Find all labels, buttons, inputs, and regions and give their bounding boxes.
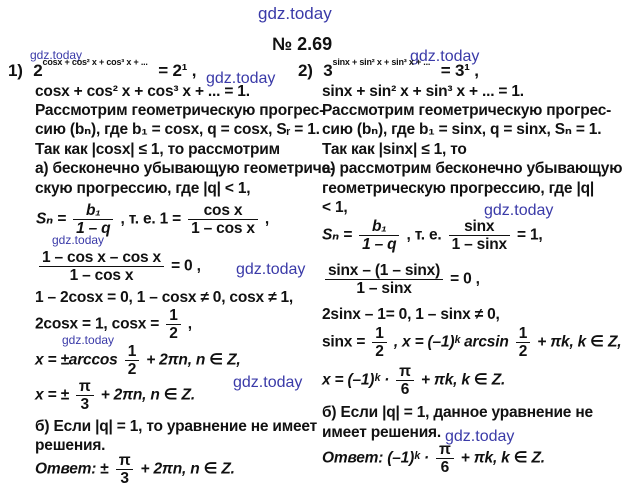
left-line-11: 2cosx = 1, cosx = $\frac{1}{2}$ , [35,307,192,342]
left-line-13: x = ± $\frac{\pi}{3}$ + 2πn, n ∈ Z. [35,378,195,413]
left-line-7: скую прогрессию, где |q| < 1, [35,180,251,197]
right-answer: Ответ: (–1)ᵏ · $\frac{\pi}{6}$ + πk, k ∈ Z. [322,441,545,476]
right-line-6: а) рассмотрим бесконечно убывающую [322,160,622,177]
right-line-2: sinx + sin² x + sin³ x + ... = 1. [322,83,524,100]
right-line-3: Рассмотрим геометрическую прогрес- [322,102,612,119]
left-line-3: Рассмотрим геометрическую прогрес- [35,102,325,119]
left-line-4: сию (bₙ), где b₁ = cosx, q = cosx, Sᵣ = 1. [35,121,320,138]
watermark: gdz.today [206,70,276,87]
left-line-6: а) бесконечно убывающую геометриче- [35,160,335,177]
right-line-8: < 1, [322,199,348,216]
right-line-5: Так как |sinx| ≤ 1, то [322,141,467,158]
right-line-14: б) Если |q| = 1, данное уравнение не [322,404,593,421]
left-line-15: решения. [35,437,106,454]
right-line-10: $\frac{\sin x - (1 - \sin x)}{1 - \sin x}$ = 0 , [322,262,480,297]
watermark: gdz.today [52,233,105,247]
watermark: gdz.today [410,48,480,65]
left-line-12: x = ±arccos $\frac{1}{2}$ + 2πn, n ∈ Z, [35,343,241,378]
right-line-4: сию (bₙ), где b₁ = sinx, q = sinx, Sₙ = 1. [322,121,602,138]
watermark: gdz.today [233,374,303,391]
left-line-2: cosx + cos² x + cos³ x + ... = 1. [35,83,250,100]
watermark: gdz.today [445,428,515,445]
problem-title: № 2.69 [272,34,333,54]
watermark: gdz.today [62,333,115,347]
watermark: gdz.today [236,261,306,278]
right-line-9: Sₙ = $\frac{\text{b₁}}{1 - q}$ , т. е. $\frac{\sin x}{1 - \sin x}$ = 1, [322,218,543,253]
right-line-7: геометрическую прогрессию, где |q| [322,180,594,197]
left-line-1: 1) $2^{cosx + cos^2 x + cos^3 x + ...} = 2^1$ , [8,57,197,80]
watermark: gdz.today [30,48,83,62]
left-line-8: Sₙ = $\frac{\text{b₁}}{1 - q}$ , т. е. 1 = $\frac{\text{cos x}}{\text{1 – cos x}}$ , [36,202,270,237]
right-line-11: 2sinx – 1= 0, 1 – sinx ≠ 0, [322,306,500,323]
left-line-10: 1 – 2cosx = 0, 1 – cosx ≠ 0, cosx ≠ 1, [35,289,294,306]
right-line-13: x = (–1)ᵏ · $\frac{\pi}{6}$ + πk, k ∈ Z. [322,363,506,398]
left-line-14: б) Если |q| = 1, то уравнение не имеет [35,418,318,435]
right-line-1: 2) $3^{sinx + sin^2 x + sin^3 x + ...} = 3^1$ , [298,57,479,80]
left-line-9: $\frac{\text{1 – cos x – cos x}}{\text{1 – cos x}}$ = 0 , [36,249,201,284]
right-line-12: sinx = $\frac{1}{2}$ , x = (–1)ᵏ arcsin $\frac{1}{2}$ + πk, k ∈ Z, [322,325,622,360]
left-line-5: Так как |cosx| ≤ 1, то рассмотрим [35,141,280,158]
watermark-top: gdz.today [258,4,332,23]
left-answer: Ответ: ± $\frac{\pi}{3}$ + 2πn, n ∈ Z. [35,452,235,487]
right-line-15: имеет решения. [322,424,441,441]
watermark: gdz.today [484,202,554,219]
